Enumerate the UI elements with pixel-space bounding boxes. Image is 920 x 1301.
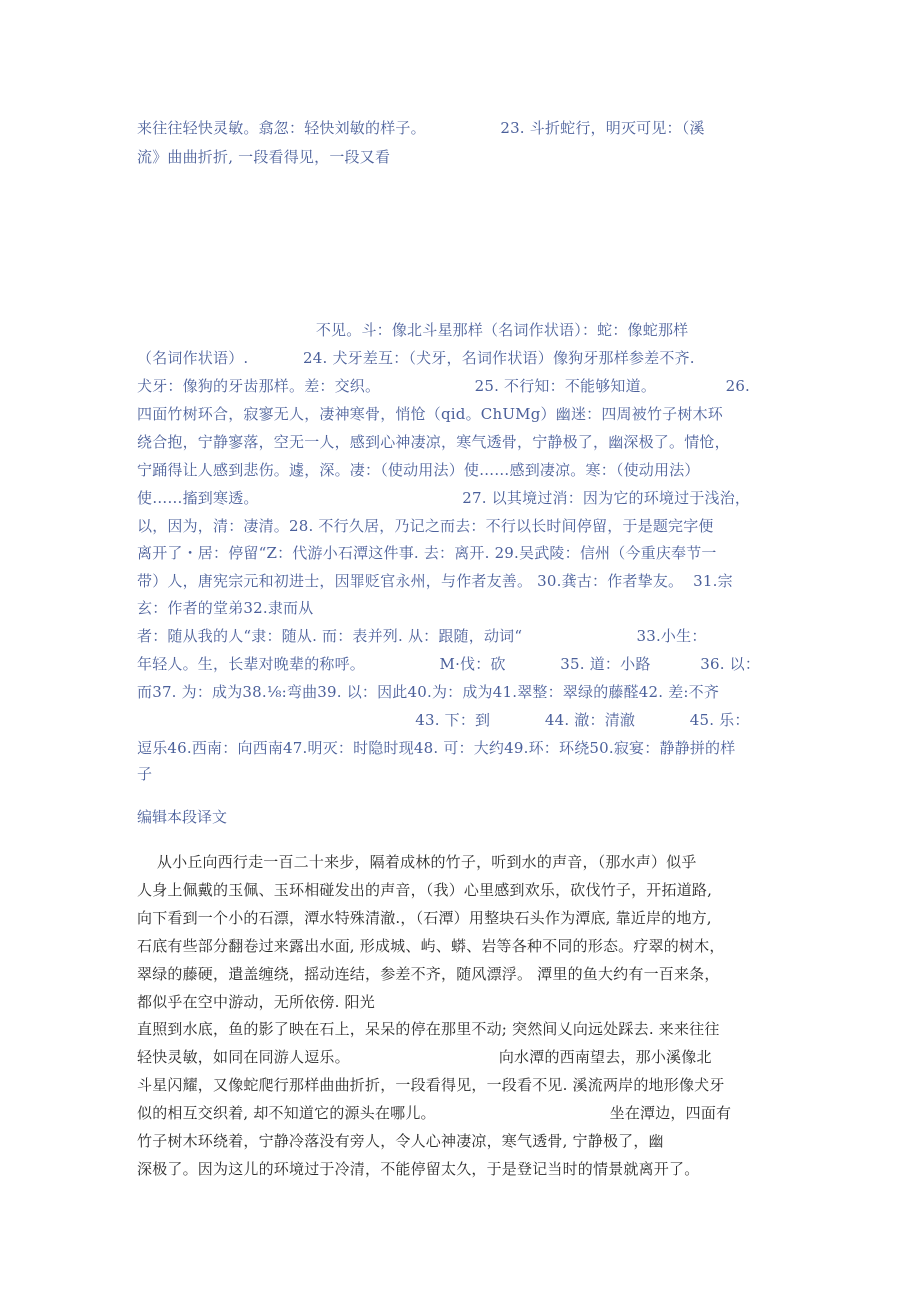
annotation-line: 绕合抱，宁静寥落，空无一人，感到心神凄凉，寒气透骨，宁静极了，幽深极了。情怆， — [137, 433, 730, 451]
annotation-line: 离开了・居：停留“Z：代游小石潭这件事. 去：离开. 29.吴武陵：信州（今重庆奉节一 — [137, 544, 717, 562]
annotation-line: 来往往轻快灵敏。翕忽：轻快刘敏的样子。 23. 斗折蛇行，明灭可见：（溪 — [137, 119, 705, 137]
translation-line: 向下看到一个小的石漂，潭水特殊清澈.，（石潭）用整块石头作为潭底, 靠近岸的地方, — [137, 909, 712, 927]
translation-line: 轻快灵敏，如同在同游人逗乐。 向水潭的西南望去，那小溪像北 — [137, 1048, 712, 1066]
translation-line: 从小丘向西行走一百二十来步，隔着成林的竹子，听到水的声音，（那水声）似乎 — [137, 853, 697, 871]
annotation-line: 不见。斗：像北斗星那样（名词作状语）：蛇：像蛇那样 — [137, 321, 689, 339]
translation-line: 人身上佩戴的玉佩、玉环相碰发出的声音，（我）心里感到欢乐，砍伐竹子，开拓道路, — [137, 881, 713, 899]
annotation-line: 43. 下：到 44. 澈：清澈 45. 乐： — [137, 711, 750, 729]
annotation-line: 犬牙：像狗的牙齿那样。差：交织。 25. 不行知：不能够知道。 26. — [137, 377, 751, 395]
annotation-line: 宁踊得让人感到悲伤。遽，深。凄：（使动用法）使……感到凄凉。寒：（使动用法） — [137, 461, 700, 479]
translation-line: 都似乎在空中游动，无所依傍. 阳光 — [137, 993, 375, 1011]
translation-line: 斗星闪耀，又像蛇爬行那样曲曲折折，一段看得见，一段看不见. 溪流两岸的地形像犬牙 — [137, 1076, 725, 1094]
translation-line: 竹子树木环绕着，宁静冷落没有旁人，令人心神凄凉，寒气透骨, 宁静极了，幽 — [137, 1132, 664, 1150]
annotation-line: 年轻人。生，长辈对晚辈的称呼。 M·伐：砍 35. 道：小路 36. 以： — [137, 655, 761, 673]
annotation-line: 而37. 为：成为38.⅛:弯曲39. 以：因此40.为：成为41.翠整：翠绿的藤醛42. 差:不齐 — [137, 683, 720, 701]
translation-line: 直照到水底，鱼的影了映在石上，呆呆的停在那里不动; 突然间乂向远处踩去. 来来往往 — [137, 1020, 720, 1038]
translation-line: 深极了。因为这儿的环境过于冷清，不能停留太久，于是登记当时的情景就离开了。 — [137, 1160, 700, 1178]
annotation-line: （名词作状语）. 24. 犬牙差互：（犬牙，名词作状语）像狗牙那样参差不齐. — [137, 349, 695, 367]
translation-line: 似的相互交织着, 却不知道它的源头在哪儿。 坐在潭边，四面有 — [137, 1104, 732, 1122]
annotation-line: 带）人，唐宪宗元和初进士，因罪贬官永州，与作者友善。 30.龚古：作者挚友。 31.宗 — [137, 572, 733, 590]
section-heading: 编辑本段译文 — [137, 808, 228, 826]
annotation-line: 者：随从我的人“隶：随从. 而：表并列. 从：跟随，动词“ 33.小生： — [137, 627, 707, 645]
annotation-line: 子 — [137, 765, 153, 783]
annotation-line: 以，因为，清：凄清。28. 不行久居，乃记之而去：不行以长时间停留，于是题完字便 — [137, 517, 714, 535]
annotation-line: 使……搐到寒透。 27. 以其境过消：因为它的环境过于浅治， — [137, 489, 751, 507]
annotation-line: 四面竹树环合，寂寥无人，凄神寒骨，悄怆（qid。ChUMg）幽迷：四周被竹子树木环 — [137, 405, 723, 423]
annotation-line: 玄：作者的堂弟32.隶而从 — [137, 599, 314, 617]
translation-line: 翠绿的藤硬，遣盖缠绕，摇动连结，参差不齐，随风漂浮。 潭里的鱼大约有一百来条， — [137, 965, 720, 983]
annotation-line: 逗乐46.西南：向西南47.明灭：时隐时现48. 可：大约49.环：环绕50.寂宴：静静拼的样 — [137, 739, 736, 757]
translation-line: 石底有些部分翻卷过来露出水面, 形成城、屿、蟒、岩等各种不同的形态。疗翠的树木， — [137, 937, 725, 955]
annotation-line: 流》曲曲折折, 一段看得见，一段又看 — [137, 148, 391, 166]
